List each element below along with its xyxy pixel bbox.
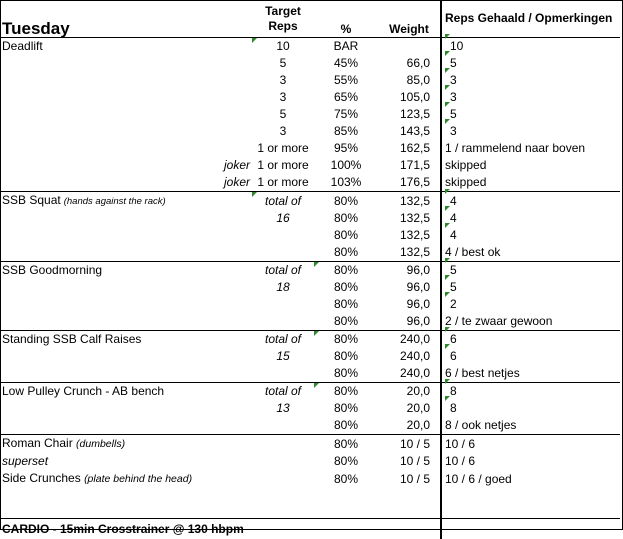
empty-cell[interactable] [0, 210, 252, 227]
weight-cell[interactable]: 162,5 [378, 140, 441, 157]
total-value[interactable]: 15 [252, 348, 314, 365]
blank-row [0, 488, 620, 519]
weight-cell[interactable]: 143,5 [378, 123, 441, 140]
percent-cell[interactable]: BAR [314, 38, 378, 56]
header-row [0, 0, 620, 38]
exercise-name-ssb-goodmorning[interactable]: SSB Goodmorning [0, 262, 252, 280]
superset-label[interactable]: superset [0, 453, 252, 470]
done-cell[interactable]: 4 / best ok [441, 244, 620, 262]
cardio-row [0, 519, 620, 539]
empty-cell[interactable] [252, 435, 314, 454]
done-cell[interactable]: 3 [441, 89, 620, 106]
ssb-squat-row-2 [0, 210, 620, 227]
empty-cell[interactable] [252, 244, 314, 262]
done-cell[interactable]: 10 / 6 [441, 453, 620, 470]
weight-cell[interactable]: 132,5 [378, 210, 441, 227]
day-title: Tuesday [0, 0, 252, 38]
total-value[interactable]: 13 [252, 400, 314, 417]
done-cell[interactable]: 4 [441, 210, 620, 227]
total-value[interactable]: 16 [252, 210, 314, 227]
done-cell[interactable]: 1 / rammelend naar boven [441, 140, 620, 157]
superset-row-1 [0, 435, 620, 454]
reps-cell[interactable]: 5 [252, 55, 314, 72]
ssb-goodmorning-row-3 [0, 296, 620, 313]
done-cell[interactable]: 2 / te zwaar gewoon [441, 313, 620, 331]
weight-cell[interactable]: 96,0 [378, 262, 441, 280]
percent-cell[interactable]: 80% [314, 210, 378, 227]
empty-cell[interactable] [0, 365, 252, 383]
done-cell[interactable]: skipped [441, 157, 620, 174]
done-cell[interactable]: 10 / 6 [441, 435, 620, 454]
comment-marker-icon [314, 262, 319, 267]
percent-cell[interactable]: 80% [314, 313, 378, 331]
percent-cell[interactable]: 80% [314, 192, 378, 211]
weight-cell[interactable] [378, 38, 441, 56]
percent-cell[interactable]: 45% [314, 55, 378, 72]
joker-label[interactable]: joker [0, 157, 252, 174]
percent-cell[interactable]: 80% [314, 400, 378, 417]
percent-cell[interactable]: 80% [314, 417, 378, 435]
reps-cell[interactable]: 3 [252, 123, 314, 140]
reps-cell[interactable]: 1 or more [252, 140, 314, 157]
weight-cell[interactable]: 240,0 [378, 348, 441, 365]
weight-cell[interactable]: 66,0 [378, 55, 441, 72]
empty-cell[interactable] [0, 313, 252, 331]
empty-cell[interactable] [0, 140, 252, 157]
percent-cell[interactable]: 80% [314, 453, 378, 470]
total-value[interactable]: 18 [252, 279, 314, 296]
notes-header: Reps Gehaald / Opmerkingen [441, 0, 620, 38]
weight-cell[interactable]: 105,0 [378, 89, 441, 106]
deadlift-row-2 [0, 55, 620, 72]
percent-header: % [314, 0, 378, 38]
weight-cell[interactable]: 10 / 5 [378, 453, 441, 470]
ssb-squat-row-1 [0, 192, 620, 211]
empty-cell[interactable] [441, 488, 620, 519]
ssb-goodmorning-row-1 [0, 262, 620, 280]
percent-cell[interactable]: 85% [314, 123, 378, 140]
percent-cell[interactable]: 80% [314, 435, 378, 454]
total-label[interactable]: total of [252, 192, 314, 211]
empty-cell[interactable] [0, 227, 252, 244]
crunch-row-2 [0, 400, 620, 417]
empty-cell[interactable] [252, 365, 314, 383]
weight-cell[interactable]: 240,0 [378, 365, 441, 383]
deadlift-row-8 [0, 157, 620, 174]
empty-cell[interactable] [252, 470, 314, 488]
weight-cell[interactable]: 132,5 [378, 227, 441, 244]
empty-cell[interactable] [0, 400, 252, 417]
superset-row-2 [0, 453, 620, 470]
exercise-name-roman-chair[interactable]: Roman Chair (dumbells) [0, 435, 252, 454]
empty-cell[interactable] [0, 279, 252, 296]
percent-cell[interactable]: 80% [314, 227, 378, 244]
percent-cell[interactable]: 65% [314, 89, 378, 106]
percent-cell[interactable]: 80% [314, 470, 378, 488]
done-cell[interactable]: 2 [441, 296, 620, 313]
exercise-name-low-pulley-crunch[interactable]: Low Pulley Crunch - AB bench [0, 383, 252, 401]
done-cell[interactable]: 3 [441, 72, 620, 89]
weight-cell[interactable]: 10 / 5 [378, 435, 441, 454]
empty-cell[interactable] [0, 348, 252, 365]
weight-cell[interactable]: 20,0 [378, 400, 441, 417]
deadlift-row-6 [0, 123, 620, 140]
percent-cell[interactable]: 103% [314, 174, 378, 192]
weight-cell[interactable]: 10 / 5 [378, 470, 441, 488]
percent-cell[interactable]: 80% [314, 348, 378, 365]
percent-cell[interactable]: 100% [314, 157, 378, 174]
weight-cell[interactable]: 20,0 [378, 383, 441, 401]
total-label[interactable]: total of [252, 262, 314, 280]
empty-cell[interactable] [252, 453, 314, 470]
done-cell[interactable]: 5 [441, 106, 620, 123]
done-cell[interactable]: 4 [441, 192, 620, 211]
deadlift-row-4 [0, 89, 620, 106]
empty-cell[interactable] [0, 244, 252, 262]
done-cell[interactable]: skipped [441, 174, 620, 192]
empty-cell[interactable] [0, 55, 252, 72]
calf-raises-row-2 [0, 348, 620, 365]
superset-row-3 [0, 470, 620, 488]
reps-cell[interactable]: 1 or more [252, 157, 314, 174]
exercise-name-deadlift[interactable]: Deadlift [0, 38, 252, 56]
joker-label[interactable]: joker [0, 174, 252, 192]
exercise-name-side-crunches[interactable]: Side Crunches (plate behind the head) [0, 470, 252, 488]
empty-cell[interactable] [0, 72, 252, 89]
weight-cell[interactable]: 96,0 [378, 313, 441, 331]
empty-cell[interactable] [0, 417, 252, 435]
comment-marker-icon [252, 192, 257, 197]
done-cell[interactable]: 5 [441, 262, 620, 280]
percent-cell[interactable]: 75% [314, 106, 378, 123]
reps-cell[interactable]: 5 [252, 106, 314, 123]
ssb-squat-row-3 [0, 227, 620, 244]
empty-cell[interactable] [0, 123, 252, 140]
comment-marker-icon [314, 383, 319, 388]
empty-cell[interactable] [441, 519, 620, 539]
deadlift-row-9 [0, 174, 620, 192]
percent-cell[interactable]: 80% [314, 244, 378, 262]
empty-cell[interactable] [252, 227, 314, 244]
weight-cell[interactable]: 85,0 [378, 72, 441, 89]
cardio-text[interactable]: CARDIO - 15min Crosstrainer @ 130 hbpm [0, 519, 441, 539]
percent-cell[interactable]: 55% [314, 72, 378, 89]
target-reps-header: Target Reps [252, 0, 314, 38]
percent-cell[interactable]: 80% [314, 331, 378, 349]
empty-cell[interactable] [378, 488, 441, 519]
done-cell[interactable]: 10 [441, 38, 620, 56]
crunch-row-1 [0, 383, 620, 401]
empty-cell[interactable] [0, 488, 252, 519]
done-cell[interactable]: 4 [441, 227, 620, 244]
deadlift-row-3 [0, 72, 620, 89]
done-cell[interactable]: 8 [441, 400, 620, 417]
reps-cell[interactable]: 3 [252, 72, 314, 89]
weight-cell[interactable]: 171,5 [378, 157, 441, 174]
done-cell[interactable]: 6 / best netjes [441, 365, 620, 383]
empty-cell[interactable] [252, 417, 314, 435]
percent-cell[interactable]: 95% [314, 140, 378, 157]
weight-cell[interactable]: 123,5 [378, 106, 441, 123]
weight-cell[interactable]: 176,5 [378, 174, 441, 192]
deadlift-row-1 [0, 38, 620, 56]
ssb-goodmorning-row-4 [0, 313, 620, 331]
percent-cell[interactable]: 80% [314, 262, 378, 280]
empty-cell[interactable] [0, 296, 252, 313]
percent-cell[interactable]: 80% [314, 383, 378, 401]
done-cell[interactable]: 6 [441, 331, 620, 349]
empty-cell[interactable] [252, 296, 314, 313]
empty-cell[interactable] [252, 313, 314, 331]
empty-cell[interactable] [0, 89, 252, 106]
percent-cell[interactable]: 80% [314, 279, 378, 296]
weight-cell[interactable]: 96,0 [378, 296, 441, 313]
comment-marker-icon [314, 331, 319, 336]
weight-cell[interactable]: 240,0 [378, 331, 441, 349]
weight-cell[interactable]: 132,5 [378, 192, 441, 211]
reps-cell[interactable]: 1 or more [252, 174, 314, 192]
done-cell[interactable]: 5 [441, 55, 620, 72]
done-cell[interactable]: 3 [441, 123, 620, 140]
exercise-name-calf-raises[interactable]: Standing SSB Calf Raises [0, 331, 252, 349]
deadlift-row-5 [0, 106, 620, 123]
weight-cell[interactable]: 96,0 [378, 279, 441, 296]
percent-cell[interactable]: 80% [314, 365, 378, 383]
empty-cell[interactable] [252, 488, 314, 519]
total-label[interactable]: total of [252, 383, 314, 401]
percent-cell[interactable]: 80% [314, 296, 378, 313]
calf-raises-row-3 [0, 365, 620, 383]
done-cell[interactable]: 8 [441, 383, 620, 401]
done-cell[interactable]: 6 [441, 348, 620, 365]
empty-cell[interactable] [0, 106, 252, 123]
ssb-squat-row-4 [0, 244, 620, 262]
weight-cell[interactable]: 132,5 [378, 244, 441, 262]
done-cell[interactable]: 5 [441, 279, 620, 296]
reps-cell[interactable]: 3 [252, 89, 314, 106]
crunch-row-3 [0, 417, 620, 435]
reps-cell[interactable]: 10 [252, 38, 314, 56]
calf-raises-row-1 [0, 331, 620, 349]
done-cell[interactable]: 10 / 6 / goed [441, 470, 620, 488]
deadlift-row-7 [0, 140, 620, 157]
total-label[interactable]: total of [252, 331, 314, 349]
done-cell[interactable]: 8 / ook netjes [441, 417, 620, 435]
exercise-name-ssb-squat[interactable]: SSB Squat (hands against the rack) [0, 192, 252, 211]
weight-header: Weight [378, 0, 441, 38]
weight-cell[interactable]: 20,0 [378, 417, 441, 435]
ssb-goodmorning-row-2 [0, 279, 620, 296]
empty-cell[interactable] [314, 488, 378, 519]
comment-marker-icon [252, 38, 257, 43]
